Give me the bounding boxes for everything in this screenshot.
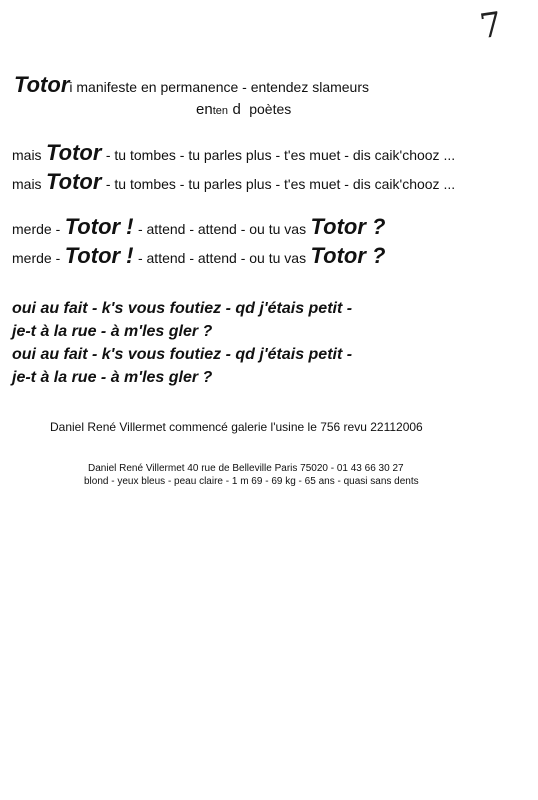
- stanza1-line1: [14, 72, 369, 98]
- merde-word: merde -: [12, 221, 61, 237]
- merde-word: merde -: [12, 250, 61, 266]
- mais-word: mais: [12, 176, 42, 192]
- d-text: d: [232, 101, 241, 118]
- stanza2-line1: [12, 140, 455, 166]
- stanza3-middle: - attend - attend - ou tu vas: [137, 221, 307, 237]
- totor-question: Totor ?: [310, 214, 386, 239]
- mais-word: mais: [12, 147, 42, 163]
- en-text: en: [196, 101, 213, 118]
- totor-excl: Totor !: [64, 243, 134, 268]
- stanza4-line2: je-t à la rue - à m'les gler ?: [12, 323, 213, 340]
- totor-question: Totor ?: [310, 243, 386, 268]
- stanza4-line4: je-t à la rue - à m'les gler ?: [12, 369, 213, 386]
- ten-text: ten: [212, 105, 228, 117]
- stanza4-line3: oui au fait - k's vous foutiez - qd j'étais petit -: [12, 346, 353, 363]
- stanza1-line2: [196, 101, 291, 119]
- author-description: blond - yeux bleus - peau claire - 1 m 69 - 69 kg - 65 ans - quasi sans dents: [84, 476, 419, 487]
- stanza3-line2: [12, 243, 385, 269]
- totor-word: Totor: [46, 140, 102, 165]
- stanza3-line1: [12, 214, 385, 240]
- author-credit: Daniel René Villermet commencé galerie l'usine le 756 revu 22112006: [50, 420, 423, 434]
- stanza2-rest: - tu tombes - tu parles plus - t'es muet - dis caik'chooz ...: [105, 176, 456, 192]
- totor-word: Totor: [46, 169, 102, 194]
- stanza2-line2: [12, 169, 455, 195]
- totor-word: Totor: [14, 72, 70, 97]
- stanza4-line1: oui au fait - k's vous foutiez - qd j'étais petit -: [12, 300, 353, 317]
- author-address: Daniel René Villermet 40 rue de Belleville Paris 75020 - 01 43 66 30 27: [88, 463, 404, 474]
- page-number: 7: [477, 4, 505, 48]
- stanza3-middle: - attend - attend - ou tu vas: [137, 250, 307, 266]
- totor-excl: Totor !: [64, 214, 134, 239]
- stanza2-rest: - tu tombes - tu parles plus - t'es muet - dis caik'chooz ...: [105, 147, 456, 163]
- stanza1-line1-text: i manifeste en permanence - entendez slameurs: [69, 79, 369, 95]
- poetes-text: poètes: [249, 101, 292, 117]
